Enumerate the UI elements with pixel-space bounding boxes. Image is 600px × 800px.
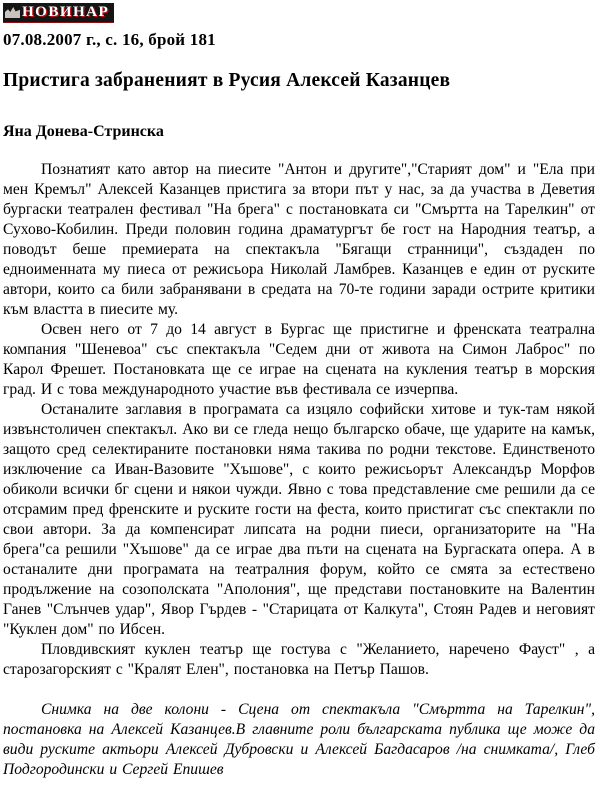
dateline: 07.08.2007 г., с. 16, брой 181	[3, 30, 216, 49]
body-paragraph-2: Освен него от 7 до 14 август в Бургас ще пристигне и френската театрална компания "Шеневоа" със спектакъла "Седем дни от живота на Симон Лаброс" по Карол Фрешет. Постановката ще се играе на сцената на кукления театър в морския град. И с това международното участие във фестивала се изчерпва.	[3, 321, 595, 398]
byline: Яна Донева-Стринска	[3, 123, 164, 140]
newspaper-logo	[3, 3, 114, 22]
masthead-emblem-icon	[5, 7, 20, 18]
photo-caption: Снимка на две колони - Сцена от спектакъла "Смъртта на Тарелкин", постановка на Алексей Казанцев.В главните роли българската публика ще може да види руските актьори Алексей Дубровски и Алексей Багдасаров /на снимката/, Глеб Подгородински и Сергей Епишев	[3, 701, 595, 778]
headline: Пристига забраненият в Русия Алексей Казанцев	[3, 70, 451, 91]
body-paragraph-3: Останалите заглавия в програмата са изцяло софийски хитове и тук-там някой извънстоличен спектакъл. Ако ви се гледа нещо българско обаче, ще ударите на камък, защото сред селектираните постановки няма такива по родни текстове. Единственото изключение са Иван-Вазовите "Хъшове", с които режисьорът Александър Морфов обиколи всички бг сцени и някои чужди. Явно с това представление сме решили да се отсрамим пред френските и руските гости на феста, които пристигат със спектакли по свои автори. За да компенсират липсата на родни пиеси, организаторите на "На брега"са решили "Хъшове" да се играе два пъти на сцената на Бургаската опера. А в останалите дни програмата на театралния форум, който се смята за естествено продължение на созополската "Аполония", ще представи постановките на Валентин Ганев "Слънчев удар", Явор Гърдев - "Старицата от Калкута", Стоян Радев и неговият "Куклен дом" по Ибсен.	[3, 401, 595, 638]
body-paragraph-1: Познатият като автор на пиесите "Антон и другите","Старият дом" и "Ела при мен Кремъл" Алексей Казанцев пристига за втори път у нас, за да участва в Деветия бургаски театрален фестивал "На брега" с постановката си "Смъртта на Тарелкин" от Сухово-Кобилин. Преди половин година драматургът бе гост на Народния театър, а поводът беше премиерата на спектакъла "Бягащи странници", създаден по едноименната му пиеса от режисьора Николай Ламбрев. Казанцев е един от руските автори, които са били забранявани в средата на 70-те години заради острите критики към властта в пиесите му.	[3, 161, 595, 318]
article-body	[3, 160, 595, 780]
logo-text: НОВИНАР	[22, 4, 110, 20]
body-paragraph-4: Пловдивският куклен театър ще гостува с "Желанието, наречено Фауст" , а старозагорският с "Кралят Елен", постановка на Петър Пашов.	[3, 641, 595, 678]
